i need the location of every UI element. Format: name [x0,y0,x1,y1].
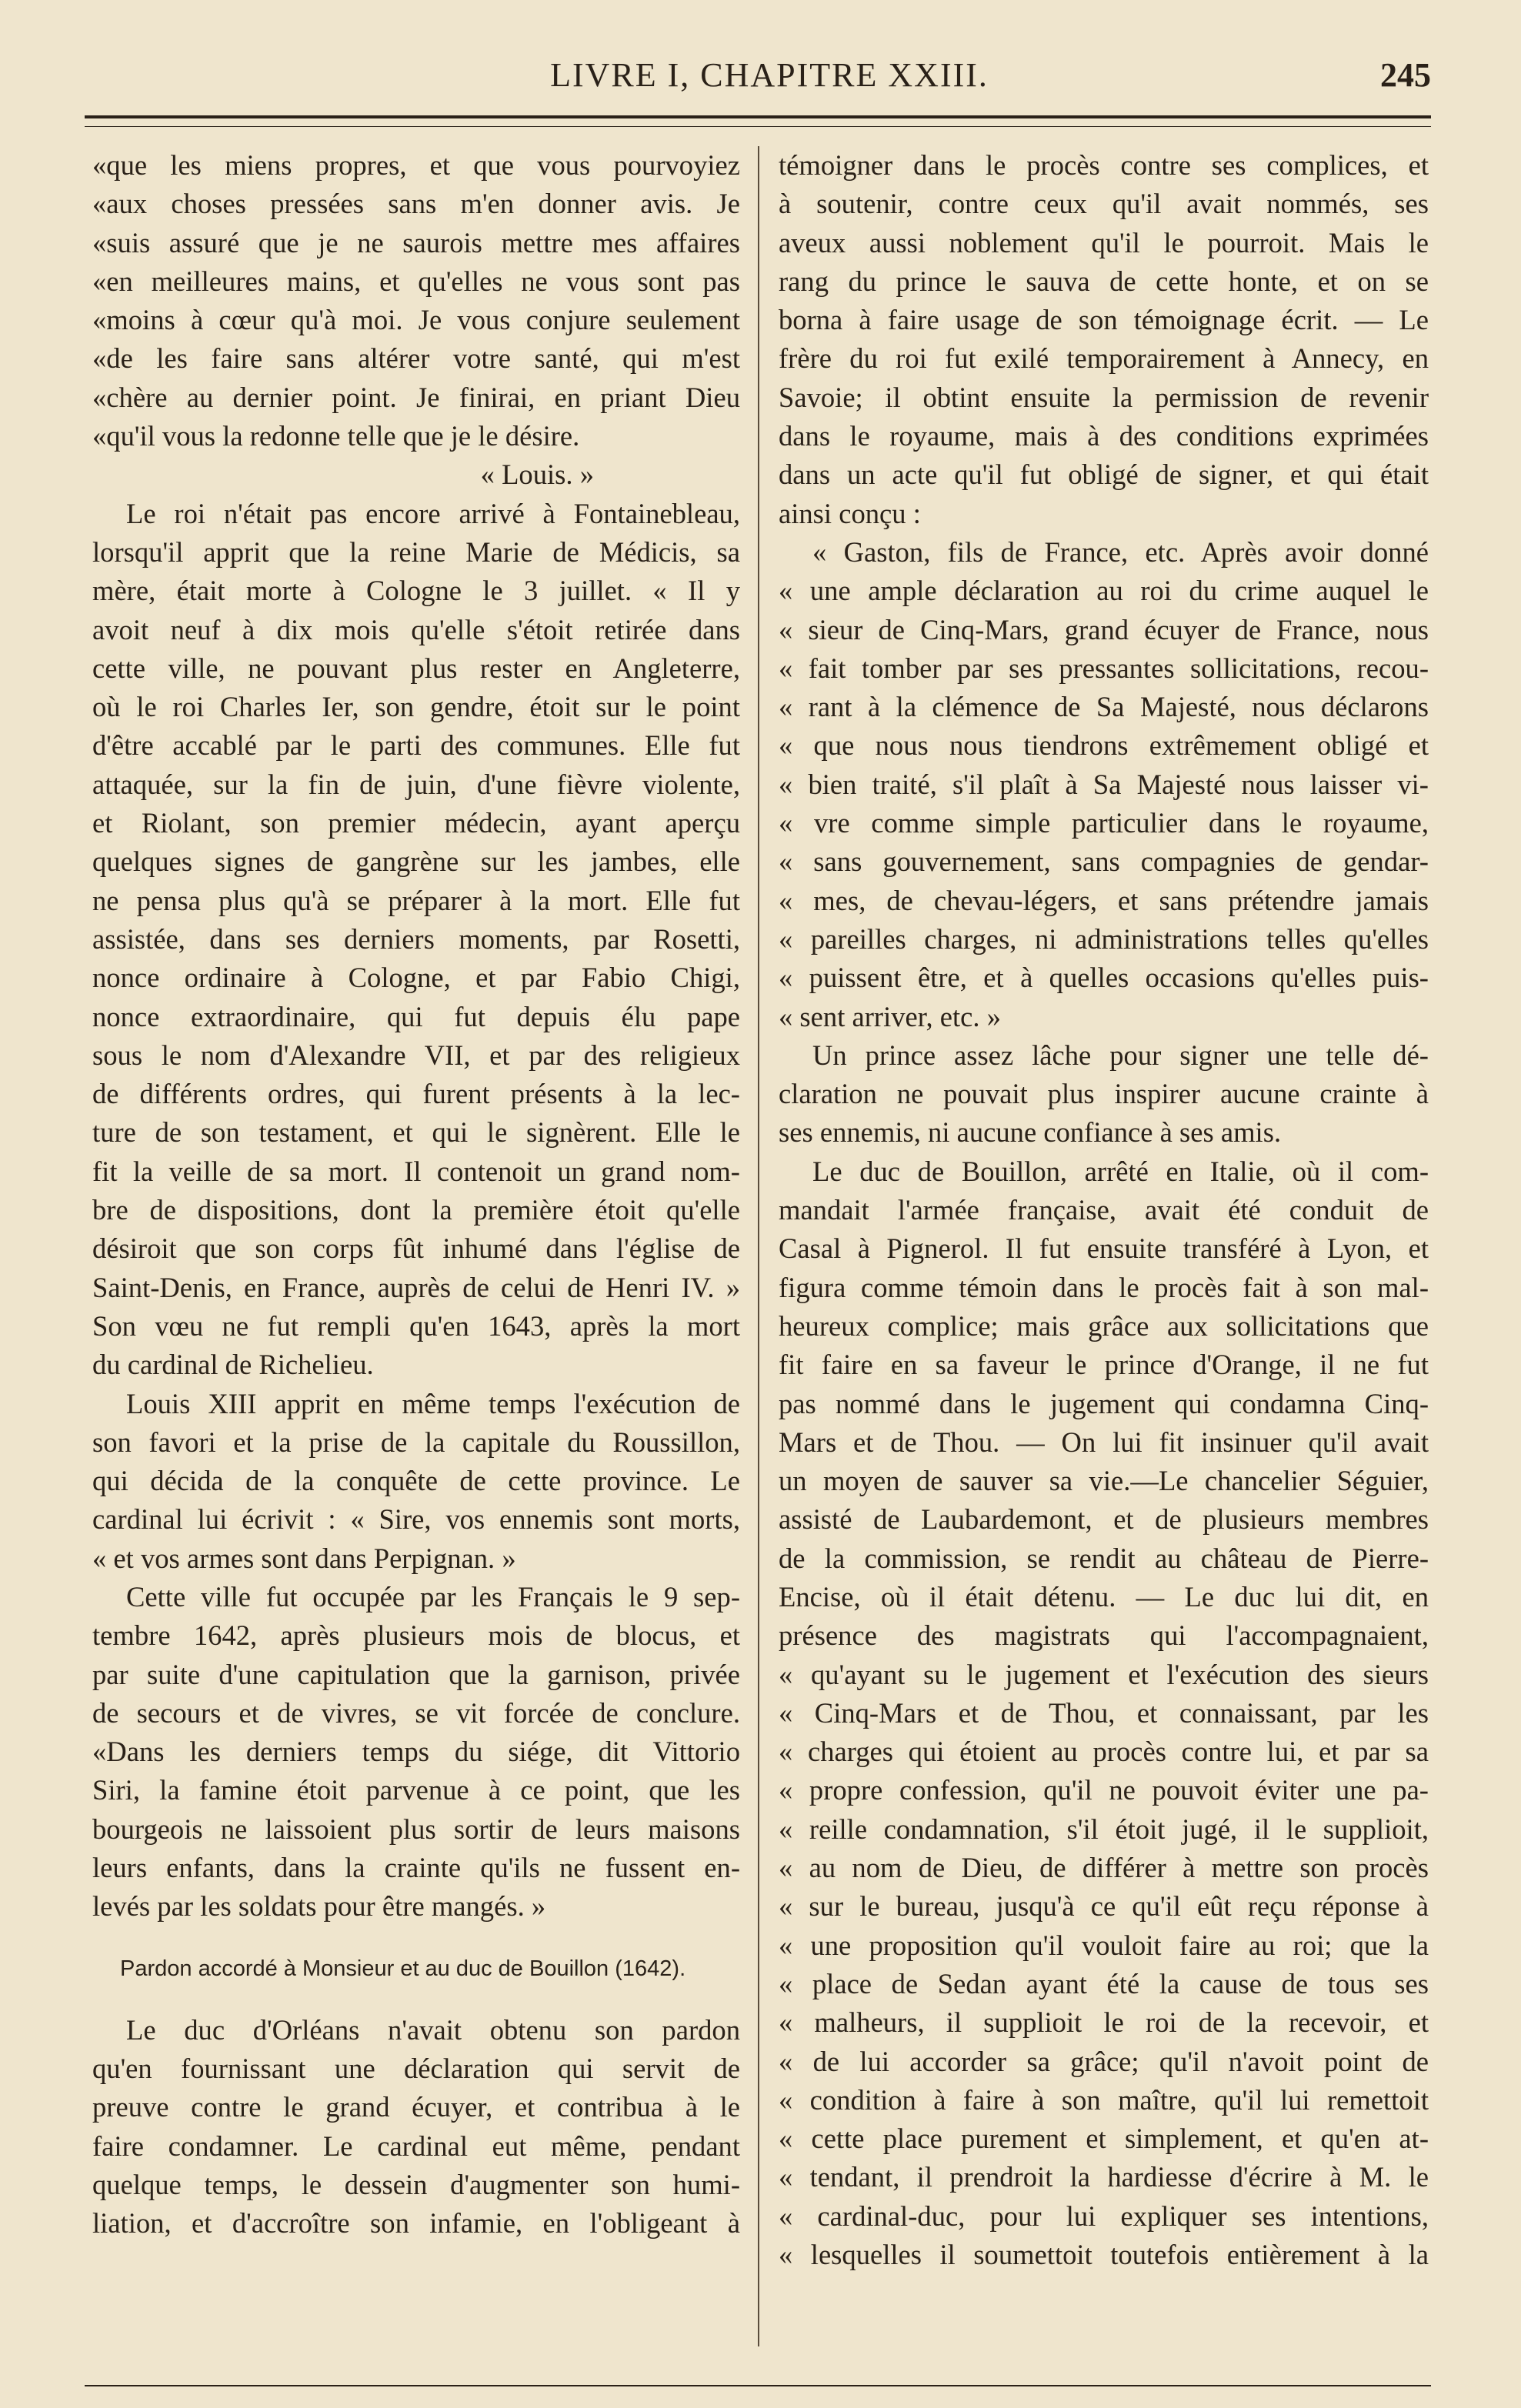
text-line: ainsi conçu : [779,497,921,529]
text-line: « sans gouvernement, sans compagnies de gendar- [779,845,1429,878]
text-line: levés par les soldats pour être mangés. » [92,1890,546,1923]
right-paragraphs [779,146,1429,2274]
text-line: « place de Sedan ayant été la cause de tous ses [779,1967,1429,1999]
text-line: fit faire en sa faveur le prince d'Orange, il ne fut [779,1349,1429,1381]
text-line: faire condamner. Le cardinal eut même, pendant [92,2130,740,2162]
text-line: « cardinal-duc, pour lui expliquer ses intentions, [779,2200,1429,2232]
text-line: preuve contre le grand écuyer, et contribua à le [92,2091,740,2123]
text-line: « charges qui étoient au procès contre lui, et par sa [779,1736,1429,1768]
text-line: « vre comme simple particulier dans le royaume, [779,807,1429,839]
text-line: « pareilles charges, ni administrations telles qu'elles [779,922,1429,955]
text-line: « qu'ayant su le jugement et l'exécution des sieurs [779,1658,1429,1690]
text-line: Le duc d'Orléans n'avait obtenu son pardon [126,2013,740,2046]
text-line: attaquée, sur la fin de juin, d'une fièvre violente, [92,768,740,800]
text-line: de secours et de vivres, se vit forcée de conclure. [92,1696,740,1729]
text-line: et Riolant, son premier médecin, ayant aperçu [92,807,740,839]
text-line: « au nom de Dieu, de différer à mettre son procès [779,1852,1429,1884]
text-line: tembre 1642, après plusieurs mois de blocus, et [92,1619,740,1652]
text-line: Son vœu ne fut rempli qu'en 1643, après la mort [92,1309,740,1342]
text-line: «en meilleures mains, et qu'elles ne vous sont pas [92,265,740,297]
left-paragraphs-main [92,495,740,1926]
text-line: Le duc de Bouillon, arrêté en Italie, où il com- [812,1155,1429,1187]
text-line: assisté de Laubardemont, et de plusieurs membres [779,1503,1429,1536]
text-line: présence des magistrats qui l'accompagnaient, [779,1619,1429,1652]
text-line: aveux aussi noblement qu'il le pourroit. Mais le [779,226,1429,258]
running-title: LIVRE I, CHAPITRE XXIII. [550,56,989,94]
text-line: qu'en fournissant une déclaration qui servit de [92,2052,740,2084]
text-line: mandait l'armée française, avait été conduit de [779,1194,1429,1226]
text-line: Savoie; il obtint ensuite la permission de revenir [779,381,1429,413]
text-line: à soutenir, contre ceux qu'il avait nommés, ses [779,188,1429,220]
text-line: Siri, la famine étoit parvenue à ce point, que les [92,1774,740,1806]
text-line: bre de dispositions, dont la première étoit qu'elle [92,1194,740,1226]
right-column [779,146,1429,2274]
text-line: son favori et la prise de la capitale du Roussillon, [92,1426,740,1458]
text-line: assistée, dans ses derniers moments, par Rosetti, [92,922,740,955]
text-line: leurs enfants, dans la crainte qu'ils ne fussent en- [92,1852,740,1884]
text-line: «Dans les derniers temps du siége, dit Vittorio [92,1736,740,1768]
text-line: Mars et de Thou. — On lui fit insinuer qu'il avait [779,1426,1429,1458]
text-line: Le roi n'était pas encore arrivé à Fontainebleau, [126,497,740,529]
section-subheading: Pardon accordé à Monsieur et au duc de Bouillon (1642). [120,1956,686,1981]
text-line: Louis XIII apprit en même temps l'exécution de [126,1387,740,1419]
page-header [0,55,1521,109]
text-line: «chère au dernier point. Je finirai, en priant Dieu [92,381,740,413]
text-line: de différents ordres, qui furent présents à la lec- [92,1078,740,1110]
text-line: pas nommé dans le jugement qui condamna Cinq- [779,1387,1429,1419]
text-line: ses ennemis, ni aucune confiance à ses amis. [779,1116,1282,1149]
text-line: quelque temps, le dessein d'augmenter son humi- [92,2168,740,2200]
text-line: frère du roi fut exilé temporairement à Annecy, en [779,342,1429,375]
text-line: sous le nom d'Alexandre VII, et par des religieux [92,1039,740,1071]
text-line: liation, et d'accroître son infamie, en l'obligeant à [92,2207,740,2240]
text-line: Cette ville fut occupée par les Français le 9 sep- [126,1580,740,1613]
text-line: « rant à la clémence de Sa Majesté, nous déclarons [779,691,1429,723]
text-line: « condition à faire à son maître, qu'il lui remettoit [779,2083,1429,2116]
text-line: dans un acte qu'il fut obligé de signer, et qui était [779,459,1429,491]
header-rule [85,115,1431,127]
text-line: désiroit que son corps fût inhumé dans l'église de [92,1232,740,1265]
text-line: « mes, de chevau-légers, et sans prétendre jamais [779,884,1429,916]
column-separator [758,146,759,2346]
text-line: « et vos armes sont dans Perpignan. » [92,1542,516,1574]
footer-rule [85,2385,1431,2386]
text-line: « puissent être, et à quelles occasions qu'elles puis- [779,962,1429,994]
spacer [92,1926,740,1949]
text-line: du cardinal de Richelieu. [92,1349,374,1381]
text-line: nonce ordinaire à Cologne, et par Fabio Chigi, [92,962,740,994]
text-line: « sur le bureau, jusqu'à ce qu'il eût reçu réponse à [779,1890,1429,1923]
text-line: claration ne pouvait plus inspirer aucune crainte à [779,1078,1429,1110]
left-paragraph-pardon [92,2011,740,2243]
text-line: « de lui accorder sa grâce; qu'il n'avoit point de [779,2045,1429,2077]
text-line: ne pensa plus qu'à se préparer à la mort. Elle fut [92,884,740,916]
text-line: quelques signes de gangrène sur les jambes, elle [92,845,740,878]
text-line: « reille condamnation, s'il étoit jugé, il le supplioit, [779,1813,1429,1845]
text-line: cardinal lui écrivit : « Sire, vos ennemis sont morts, [92,1503,740,1536]
text-line: heureux complice; mais grâce aux sollicitations que [779,1309,1429,1342]
text-line: de la commission, se rendit au château de Pierre- [779,1542,1429,1574]
text-line: «qu'il vous la redonne telle que je le désire. [92,420,580,452]
signature: « Louis. » [480,459,594,491]
text-line: « malheurs, il supplioit le roi de la recevoir, et [779,2006,1429,2039]
text-line: rang du prince le sauva de cette honte, et on se [779,265,1429,297]
text-line: « que nous nous tiendrons extrêmement obligé et [779,729,1429,762]
text-line: « sieur de Cinq-Mars, grand écuyer de France, nous [779,613,1429,645]
text-line: avoit neuf à dix mois qu'elle s'étoit retirée dans [92,613,740,645]
text-line: d'être accablé par le parti des communes. Elle fut [92,729,740,762]
text-line: borna à faire usage de son témoignage écrit. — Le [779,304,1429,336]
text-line: témoigner dans le procès contre ses complices, et [779,149,1429,181]
text-line: bourgeois ne laissoient plus sortir de leurs maisons [92,1813,740,1845]
left-column [92,146,740,2243]
text-line: Saint-Denis, en France, auprès de celui de Henri IV. » [92,1271,740,1303]
text-line: par suite d'une capitulation que la garnison, privée [92,1658,740,1690]
text-line: « une proposition qu'il vouloit faire au roi; que la [779,1929,1429,1961]
text-line: figura comme témoin dans le procès fait à son mal- [779,1271,1429,1303]
text-line: «suis assuré que je ne saurois mettre mes affaires [92,226,740,258]
text-line: «de les faire sans altérer votre santé, qui m'est [92,342,740,375]
text-line: Un prince assez lâche pour signer une telle dé- [812,1039,1429,1071]
text-line: « propre confession, qu'il ne pouvoit éviter une pa- [779,1774,1429,1806]
text-line: un moyen de sauver sa vie.—Le chancelier Séguier, [779,1465,1429,1497]
text-line: où le roi Charles Ier, son gendre, étoit sur le point [92,691,740,723]
text-line: lorsqu'il apprit que la reine Marie de Médicis, sa [92,535,740,568]
text-line: « lesquelles il soumettoit toutefois entièrement à la [779,2239,1429,2271]
text-line: cette ville, ne pouvant plus rester en Angleterre, [92,652,740,684]
text-line: « Cinq-Mars et de Thou, et connaissant, par les [779,1696,1429,1729]
text-line: «que les miens propres, et que vous pourvoyiez [92,149,740,181]
text-line: « bien traité, s'il plaît à Sa Majesté nous laisser vi- [779,768,1429,800]
text-line: « une ample déclaration au roi du crime auquel le [779,575,1429,607]
text-line: qui décida de la conquête de cette province. Le [92,1465,740,1497]
text-line: «moins à cœur qu'à moi. Je vous conjure seulement [92,304,740,336]
text-line: ture de son testament, et qui le signèrent. Elle le [92,1116,740,1149]
text-line: Encise, où il était détenu. — Le duc lui dit, en [779,1580,1429,1613]
spacer [92,1988,740,2011]
text-line: mère, était morte à Cologne le 3 juillet. « Il y [92,575,740,607]
text-line: dans le royaume, mais à des conditions exprimées [779,420,1429,452]
text-line: Casal à Pignerol. Il fut ensuite transféré à Lyon, et [779,1232,1429,1265]
text-line: fit la veille de sa mort. Il contenoit un grand nom- [92,1155,740,1187]
text-line: « fait tomber par ses pressantes sollicitations, recou- [779,652,1429,684]
text-line: «aux choses pressées sans m'en donner avis. Je [92,188,740,220]
text-line: « cette place purement et simplement, et qu'en at- [779,2123,1429,2155]
page-number: 245 [1380,56,1431,94]
text-line: « Gaston, fils de France, etc. Après avoir donné [812,535,1429,568]
text-line: « tendant, il prendroit la hardiesse d'écrire à M. le [779,2161,1429,2193]
text-line: « sent arriver, etc. » [779,1000,1001,1032]
text-line: nonce extraordinaire, qui fut depuis élu pape [92,1000,740,1032]
left-paragraph-letter-end [92,146,740,455]
